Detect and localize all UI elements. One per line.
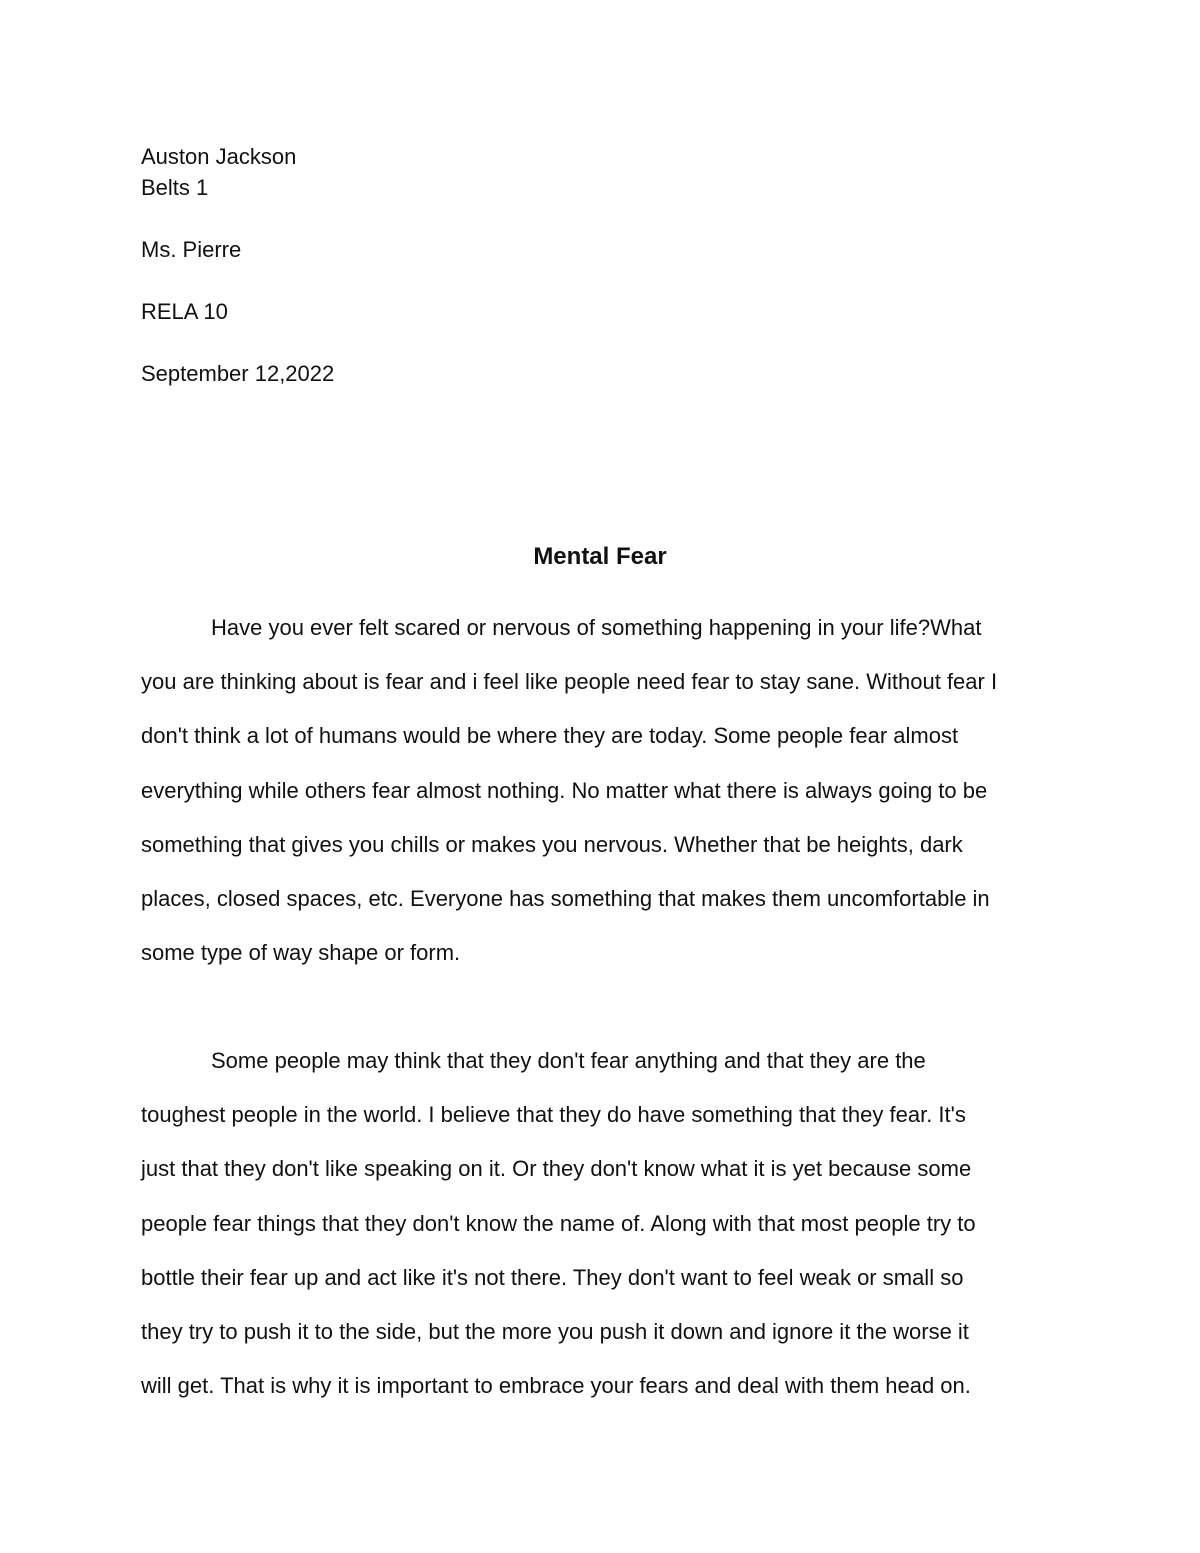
- paragraph-line: some type of way shape or form.: [141, 940, 461, 966]
- heading-block: [141, 141, 334, 389]
- paragraph-1: [141, 601, 1081, 980]
- paragraph-line: they try to push it to the side, but the more you push it down and ignore it the worse it: [141, 1319, 969, 1345]
- paragraph-line: toughest people in the world. I believe that they do have something that they fear. It's: [141, 1102, 966, 1128]
- teacher-name: Ms. Pierre: [141, 237, 242, 262]
- essay-title: Mental Fear: [533, 543, 667, 570]
- paragraph-2: [141, 1034, 1081, 1413]
- paragraph-line: bottle their fear up and act like it's not there. They don't want to feel weak or small so: [141, 1264, 964, 1290]
- paragraph-line: Have you ever felt scared or nervous of something happening in your life?What: [211, 615, 982, 640]
- paragraph-line: will get. That is why it is important to embrace your fears and deal with them head on.: [141, 1373, 971, 1399]
- essay-date: September 12,2022: [141, 361, 335, 386]
- paragraph-line: everything while others fear almost nothing. No matter what there is always going to be: [141, 777, 988, 803]
- paragraph-line: don't think a lot of humans would be where they are today. Some people fear almost: [141, 723, 959, 749]
- student-name: Auston Jackson: [141, 144, 297, 169]
- paragraph-line: Some people may think that they don't fear anything and that they are the: [211, 1048, 926, 1073]
- paragraph-line: you are thinking about is fear and i feel like people need fear to stay sane. Without fear I: [141, 669, 998, 695]
- class-period: Belts 1: [141, 175, 209, 200]
- paragraph-line: places, closed spaces, etc. Everyone has something that makes them uncomfortable in: [141, 886, 990, 912]
- paragraph-line: just that they don't like speaking on it. Or they don't know what it is yet because some: [141, 1156, 972, 1182]
- course-name: RELA 10: [141, 299, 228, 324]
- paragraph-line: people fear things that they don't know the name of. Along with that most people try to: [141, 1210, 976, 1236]
- paragraph-line: something that gives you chills or makes you nervous. Whether that be heights, dark: [141, 831, 963, 857]
